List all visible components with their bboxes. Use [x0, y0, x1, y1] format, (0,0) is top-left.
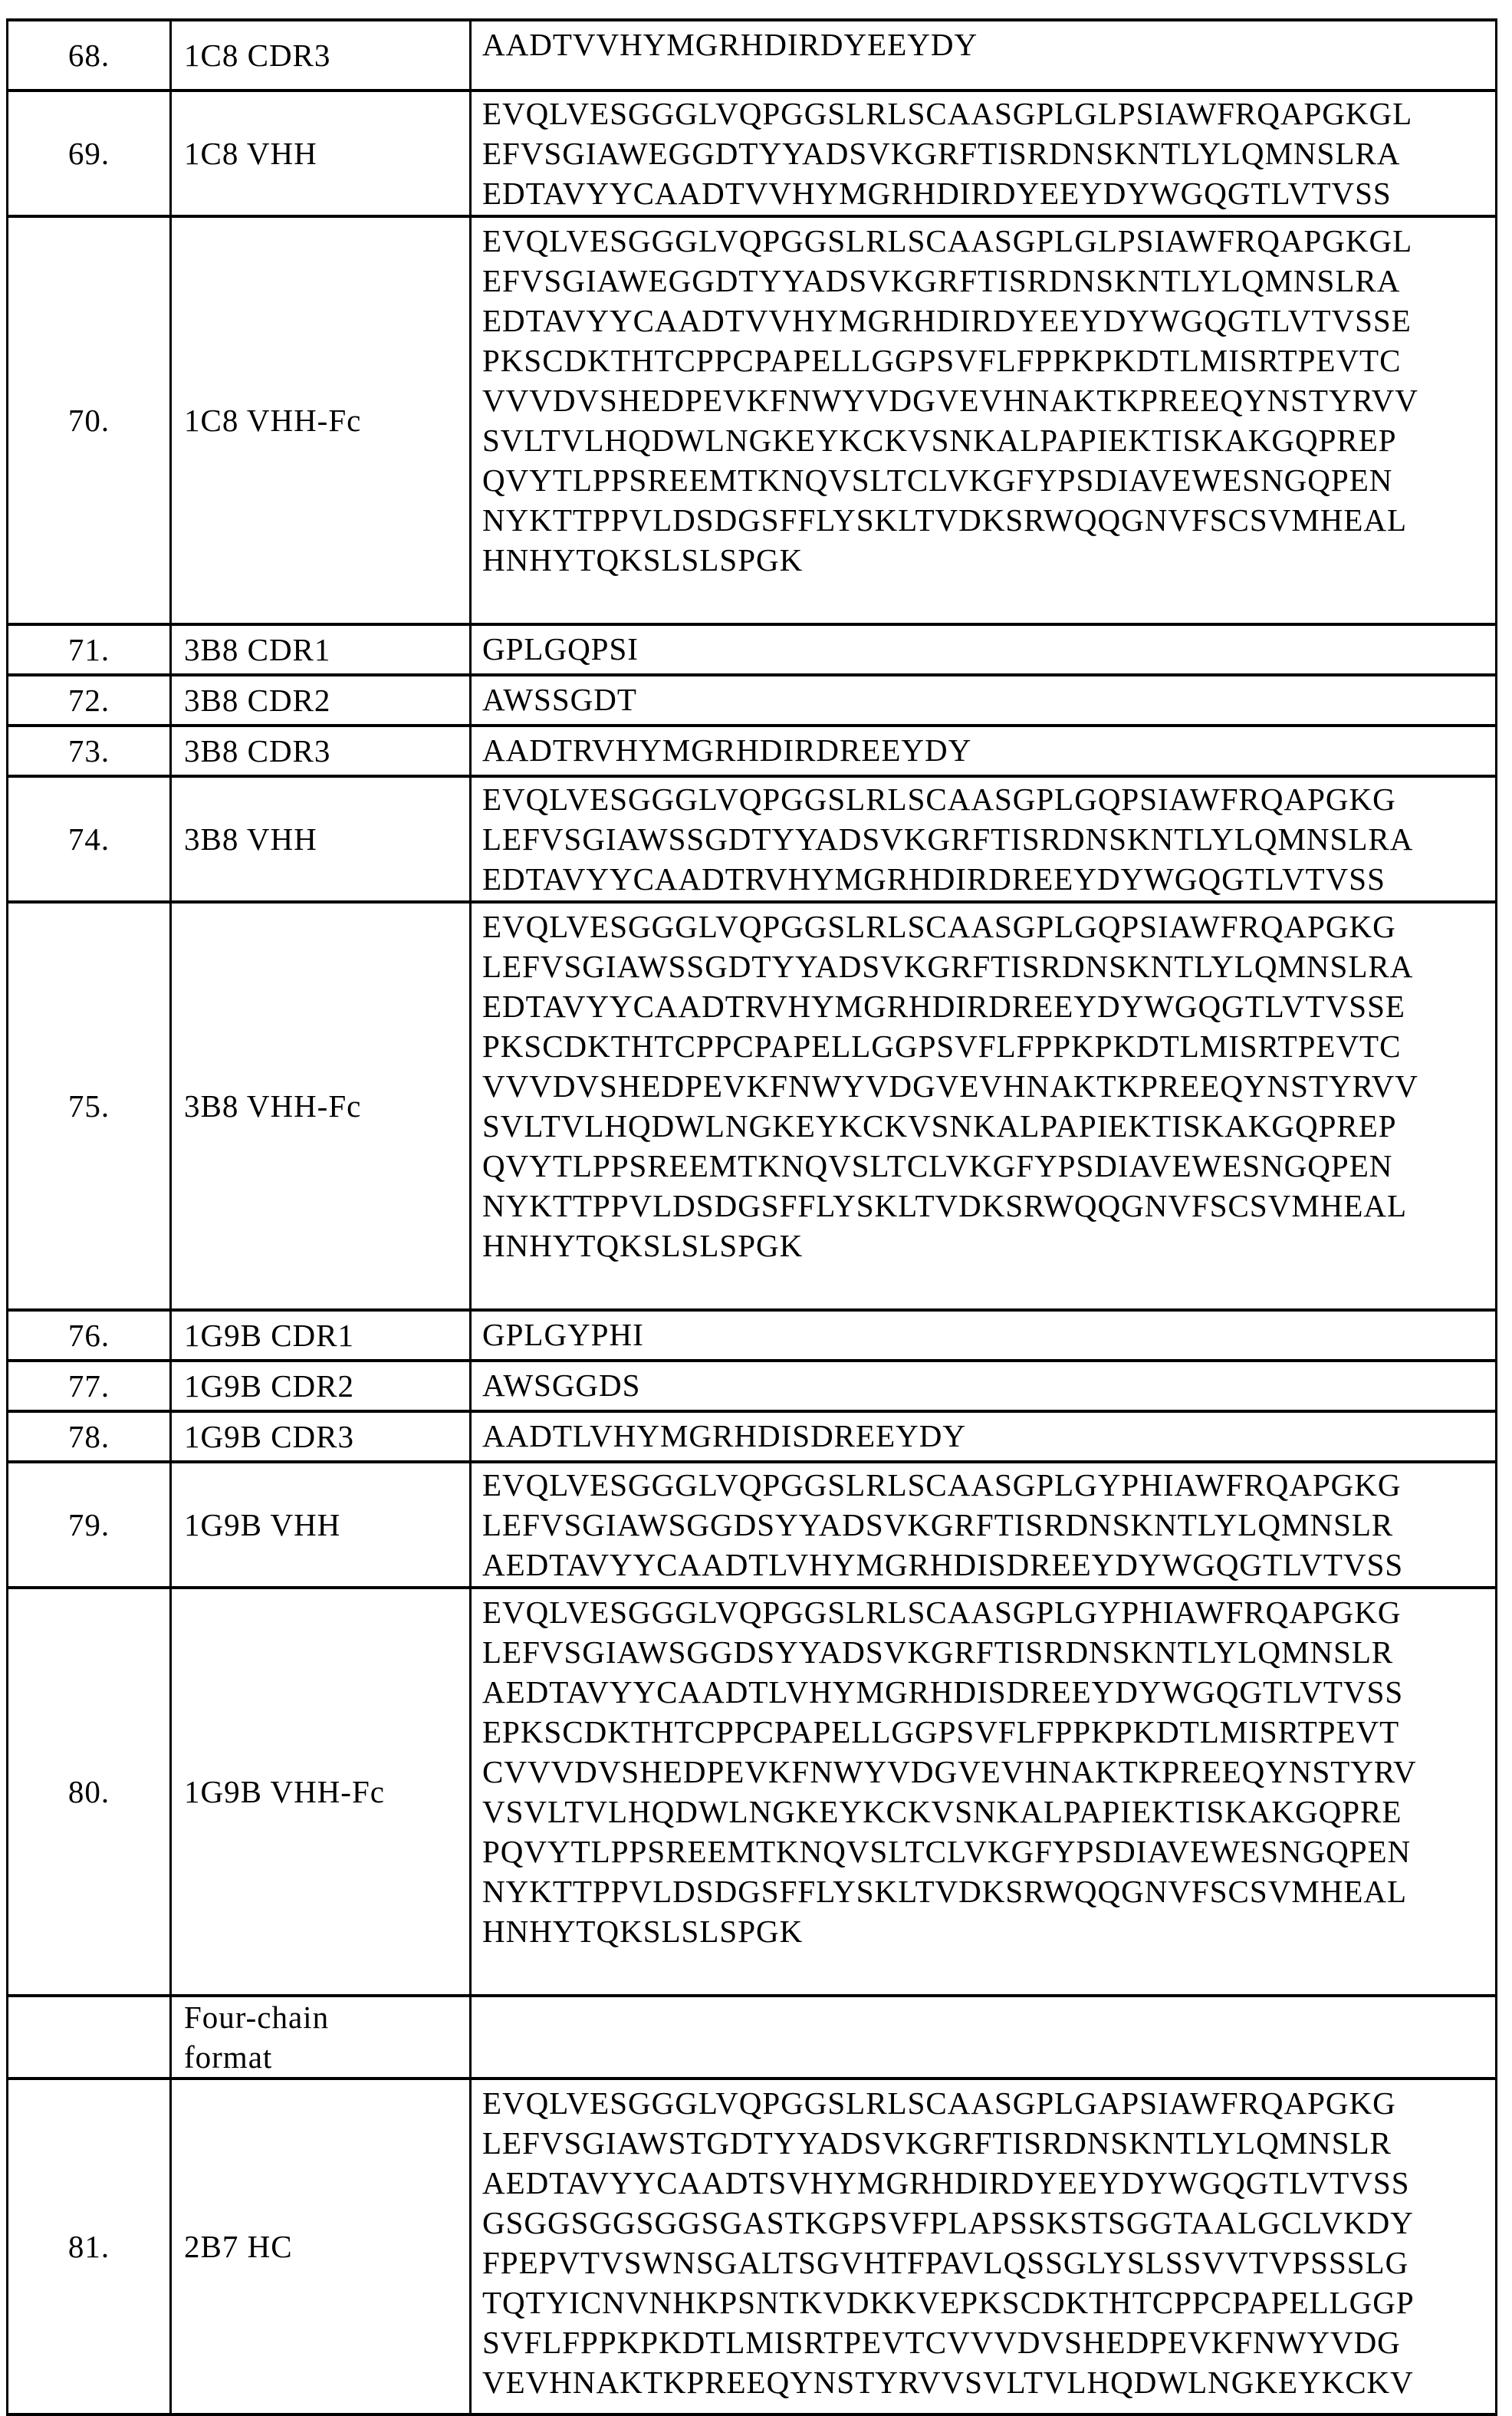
row-label-line: 1G9B CDR3 — [184, 1419, 355, 1454]
sequence-cell — [471, 1996, 1497, 2079]
table-row — [8, 1462, 1497, 1588]
sequence-line: HNHYTQKSLSLSPGK — [482, 1228, 804, 1263]
row-number: 76. — [8, 1310, 171, 1361]
row-number: 74. — [8, 776, 171, 902]
row-label — [171, 624, 471, 675]
row-number: 75. — [8, 902, 171, 1310]
sequence-line: VVVDVSHEDPEVKFNWYVDGVEVHNAKTKPREEQYNSTYRVV — [482, 383, 1418, 418]
row-label — [171, 1411, 471, 1462]
sequence-listing-table — [6, 18, 1497, 2416]
sequence-line: HNHYTQKSLSLSPGK — [482, 1914, 804, 1949]
sequence-table-body — [8, 20, 1497, 2414]
sequence-line: AADTRVHYMGRHDIRDREEYDY — [482, 732, 972, 768]
sequence-cell — [471, 2079, 1497, 2414]
table-row — [8, 675, 1497, 726]
sequence-cell — [471, 216, 1497, 624]
sequence-line: EVQLVESGGGLVQPGGSLRLSCAASGPLGYPHIAWFRQAPGKG — [482, 1595, 1402, 1630]
row-label-line: 1C8 VHH-Fc — [184, 403, 362, 438]
sequence-cell — [471, 1361, 1497, 1411]
sequence-line: SVFLFPPKPKDTLMISRTPEVTCVVVDVSHEDPEVKFNWYVDG — [482, 2325, 1401, 2360]
table-row — [8, 902, 1497, 1310]
sequence-line: EVQLVESGGGLVQPGGSLRLSCAASGPLGLPSIAWFRQAPGKGL — [482, 96, 1413, 131]
table-row — [8, 2079, 1497, 2414]
sequence-line: VEVHNAKTKPREEQYNSTYRVVSVLTVLHQDWLNGKEYKCKV — [482, 2365, 1414, 2400]
row-label — [171, 675, 471, 726]
row-label-line: 1G9B CDR2 — [184, 1368, 355, 1404]
sequence-cell — [471, 1588, 1497, 1996]
row-number: 73. — [8, 726, 171, 776]
row-label-line: 1C8 VHH — [184, 136, 317, 171]
sequence-line: NYKTTPPVLDSDGSFFLYSKLTVDKSRWQQGNVFSCSVMHEAL — [482, 1188, 1408, 1223]
sequence-line: EVQLVESGGGLVQPGGSLRLSCAASGPLGQPSIAWFRQAPGKG — [482, 782, 1396, 817]
row-number: 72. — [8, 675, 171, 726]
row-number: 79. — [8, 1462, 171, 1588]
sequence-line: EDTAVYYCAADTRVHYMGRHDIRDREEYDYWGQGTLVTVSSE — [482, 989, 1405, 1024]
table-row — [8, 726, 1497, 776]
sequence-line: LEFVSGIAWSGGDSYYADSVKGRFTISRDNSKNTLYLQMNSLR — [482, 1634, 1394, 1670]
sequence-line: AADTVVHYMGRHDIRDYEEYDY — [482, 27, 978, 62]
sequence-line: TQTYICNVNHKPSNTKVDKKVEPKSCDKTHTCPPCPAPELLGGP — [482, 2285, 1415, 2320]
sequence-cell — [471, 1310, 1497, 1361]
row-number: 71. — [8, 624, 171, 675]
row-label — [171, 216, 471, 624]
row-label-line: 3B8 CDR3 — [184, 733, 331, 769]
row-label — [171, 1462, 471, 1588]
sequence-line: AEDTAVYYCAADTLVHYMGRHDISDREEYDYWGQGTLVTVSS — [482, 1547, 1404, 1582]
sequence-line: PQVYTLPPSREEMTKNQVSLTCLVKGFYPSDIAVEWESNGQPEN — [482, 1834, 1412, 1869]
row-label-line: 3B8 CDR1 — [184, 632, 331, 667]
row-label-line: 1G9B VHH-Fc — [184, 1774, 385, 1809]
sequence-line: HNHYTQKSLSLSPGK — [482, 542, 804, 578]
sequence-cell — [471, 91, 1497, 216]
sequence-cell — [471, 902, 1497, 1310]
sequence-cell — [471, 776, 1497, 902]
sequence-line: AEDTAVYYCAADTSVHYMGRHDIRDYEEYDYWGQGTLVTVSS — [482, 2165, 1410, 2200]
row-number — [8, 1996, 171, 2079]
sequence-line: QVYTLPPSREEMTKNQVSLTCLVKGFYPSDIAVEWESNGQPEN — [482, 1148, 1393, 1183]
sequence-line: PKSCDKTHTCPPCPAPELLGGPSVFLFPPKPKDTLMISRTPEVTC — [482, 343, 1402, 378]
sequence-cell — [471, 20, 1497, 91]
row-number: 70. — [8, 216, 171, 624]
sequence-line: EVQLVESGGGLVQPGGSLRLSCAASGPLGLPSIAWFRQAPGKGL — [482, 223, 1413, 258]
scanned-document-page — [0, 18, 1512, 2400]
row-label-line: 3B8 VHH — [184, 821, 317, 857]
table-row — [8, 1996, 1497, 2079]
sequence-line: VVVDVSHEDPEVKFNWYVDGVEVHNAKTKPREEQYNSTYRVV — [482, 1068, 1418, 1104]
sequence-line: AWSGGDS — [482, 1368, 641, 1403]
sequence-line: CVVVDVSHEDPEVKFNWYVDGVEVHNAKTKPREEQYNSTYRV — [482, 1754, 1417, 1789]
row-number: 81. — [8, 2079, 171, 2414]
row-label-line: 2B7 HC — [184, 2229, 293, 2264]
sequence-line: SVLTVLHQDWLNGKEYKCKVSNKALPAPIEKTISKAKGQPREP — [482, 1108, 1397, 1144]
sequence-cell — [471, 675, 1497, 726]
row-label-line: 3B8 CDR2 — [184, 683, 331, 718]
sequence-line: EVQLVESGGGLVQPGGSLRLSCAASGPLGQPSIAWFRQAPGKG — [482, 909, 1396, 944]
table-row — [8, 1411, 1497, 1462]
row-label-line: format — [184, 2039, 273, 2075]
sequence-line: GSGGSGGSGGSGASTKGPSVFPLAPSSKSTSGGTAALGCLVKDY — [482, 2205, 1414, 2240]
table-row — [8, 776, 1497, 902]
row-number: 78. — [8, 1411, 171, 1462]
sequence-line: EDTAVYYCAADTRVHYMGRHDIRDREEYDYWGQGTLVTVSS — [482, 861, 1385, 897]
row-label — [171, 20, 471, 91]
row-label — [171, 91, 471, 216]
table-row — [8, 624, 1497, 675]
row-number: 80. — [8, 1588, 171, 1996]
sequence-line: VSVLTVLHQDWLNGKEYKCKVSNKALPAPIEKTISKAKGQPRE — [482, 1794, 1402, 1829]
sequence-line: NYKTTPPVLDSDGSFFLYSKLTVDKSRWQQGNVFSCSVMHEAL — [482, 1874, 1408, 1909]
sequence-line: PKSCDKTHTCPPCPAPELLGGPSVFLFPPKPKDTLMISRTPEVTC — [482, 1029, 1402, 1064]
sequence-line: EVQLVESGGGLVQPGGSLRLSCAASGPLGAPSIAWFRQAPGKG — [482, 2085, 1396, 2121]
row-label — [171, 1361, 471, 1411]
sequence-line: LEFVSGIAWSTGDTYYADSVKGRFTISRDNSKNTLYLQMNSLR — [482, 2125, 1392, 2161]
sequence-line: EFVSGIAWEGGDTYYADSVKGRFTISRDNSKNTLYLQMNSLRA — [482, 136, 1401, 171]
sequence-line: EDTAVYYCAADTVVHYMGRHDIRDYEEYDYWGQGTLVTVSSE — [482, 303, 1412, 338]
row-label — [171, 902, 471, 1310]
sequence-line: NYKTTPPVLDSDGSFFLYSKLTVDKSRWQQGNVFSCSVMHEAL — [482, 502, 1408, 538]
sequence-line: AADTLVHYMGRHDISDREEYDY — [482, 1418, 966, 1453]
sequence-line: LEFVSGIAWSSGDTYYADSVKGRFTISRDNSKNTLYLQMNSLRA — [482, 821, 1414, 857]
sequence-line: EFVSGIAWEGGDTYYADSVKGRFTISRDNSKNTLYLQMNSLRA — [482, 263, 1401, 298]
table-row — [8, 1588, 1497, 1996]
table-row — [8, 91, 1497, 216]
row-label-line: 1C8 CDR3 — [184, 38, 331, 73]
row-label — [171, 2079, 471, 2414]
row-label — [171, 776, 471, 902]
sequence-line: AEDTAVYYCAADTLVHYMGRHDISDREEYDYWGQGTLVTVSS — [482, 1674, 1404, 1710]
sequence-line: AWSSGDT — [482, 682, 637, 717]
sequence-line: SVLTVLHQDWLNGKEYKCKVSNKALPAPIEKTISKAKGQPREP — [482, 423, 1397, 458]
row-label-line: Four-chain — [184, 2000, 330, 2035]
sequence-line: EPKSCDKTHTCPPCPAPELLGGPSVFLFPPKPKDTLMISRTPEVT — [482, 1714, 1400, 1749]
sequence-cell — [471, 1462, 1497, 1588]
row-label — [171, 1996, 471, 2079]
row-number: 68. — [8, 20, 171, 91]
sequence-line: FPEPVTVSWNSGALTSGVHTFPAVLQSSGLYSLSSVVTVPSSSLG — [482, 2245, 1409, 2280]
sequence-cell — [471, 624, 1497, 675]
row-label-line: 1G9B CDR1 — [184, 1318, 355, 1353]
row-label — [171, 1310, 471, 1361]
sequence-line: LEFVSGIAWSGGDSYYADSVKGRFTISRDNSKNTLYLQMNSLR — [482, 1507, 1394, 1542]
table-row — [8, 1361, 1497, 1411]
sequence-cell — [471, 1411, 1497, 1462]
sequence-line: GPLGQPSI — [482, 631, 639, 667]
row-label — [171, 726, 471, 776]
sequence-line: GPLGYPHI — [482, 1317, 644, 1352]
row-number: 69. — [8, 91, 171, 216]
row-number: 77. — [8, 1361, 171, 1411]
sequence-line: EVQLVESGGGLVQPGGSLRLSCAASGPLGYPHIAWFRQAPGKG — [482, 1467, 1402, 1503]
table-row — [8, 20, 1497, 91]
sequence-line: QVYTLPPSREEMTKNQVSLTCLVKGFYPSDIAVEWESNGQPEN — [482, 462, 1393, 498]
sequence-cell — [471, 726, 1497, 776]
row-label-line: 1G9B VHH — [184, 1507, 341, 1542]
table-row — [8, 1310, 1497, 1361]
sequence-line: EDTAVYYCAADTVVHYMGRHDIRDYEEYDYWGQGTLVTVSS — [482, 176, 1392, 211]
table-row — [8, 216, 1497, 624]
row-label-line: 3B8 VHH-Fc — [184, 1088, 362, 1124]
row-label — [171, 1588, 471, 1996]
sequence-line: LEFVSGIAWSSGDTYYADSVKGRFTISRDNSKNTLYLQMNSLRA — [482, 949, 1414, 984]
